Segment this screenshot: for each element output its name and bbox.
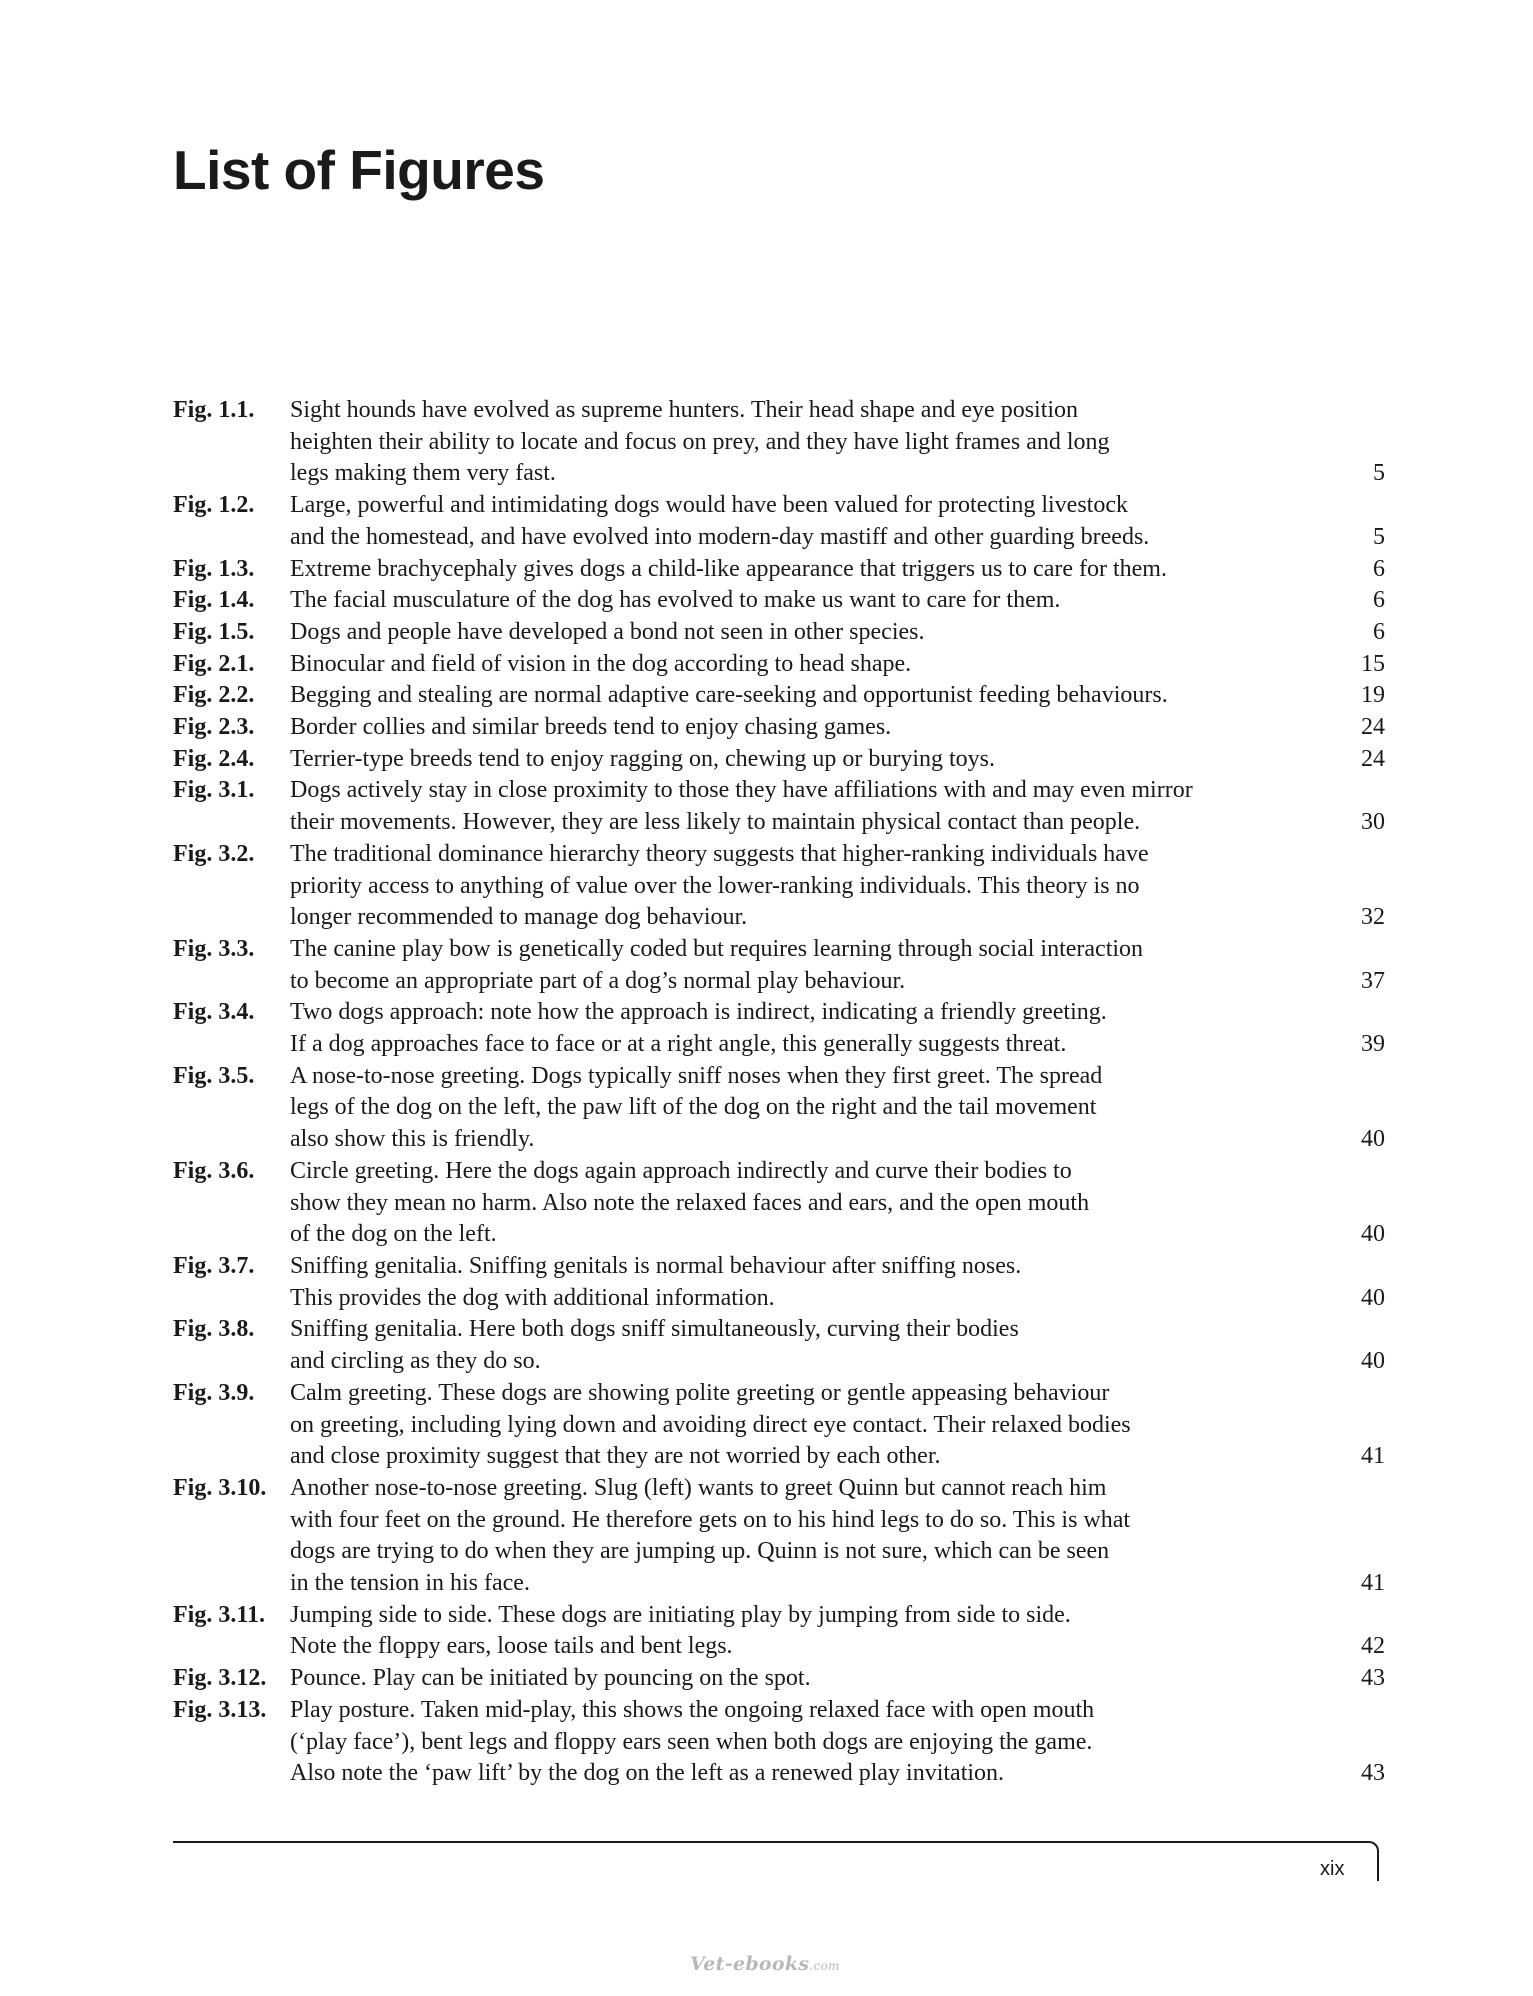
figure-entry [173, 1314, 1385, 1377]
figure-label: Fig. 3.13. [173, 1696, 267, 1723]
caption-line: dogs are trying to do when they are jumping up. Quinn is not sure, which can be seen [290, 1538, 1110, 1565]
caption-line: in the tension in his face. [290, 1570, 530, 1597]
page-title: List of Figures [173, 139, 545, 201]
figure-list [173, 395, 1385, 1790]
figure-page-number: 15 [1361, 650, 1385, 677]
caption-line: (‘play face’), bent legs and floppy ears seen when both dogs are enjoying the game. [290, 1728, 1093, 1755]
figure-page-number: 30 [1361, 809, 1385, 836]
figure-label: Fig. 1.5. [173, 618, 255, 645]
page-number: xix [1320, 1858, 1345, 1880]
figure-label: Fig. 3.4. [173, 999, 255, 1026]
figure-label: Fig. 3.11. [173, 1601, 266, 1628]
caption-line: legs of the dog on the left, the paw lift of the dog on the right and the tail movement [290, 1094, 1097, 1121]
watermark [690, 1953, 840, 1975]
caption-line: Note the floppy ears, loose tails and bent legs. [290, 1633, 733, 1660]
figure-label: Fig. 2.4. [173, 745, 255, 772]
figure-page-number: 24 [1361, 714, 1385, 741]
caption-line: The facial musculature of the dog has evolved to make us want to care for them. [290, 587, 1061, 614]
caption-line: also show this is friendly. [290, 1126, 535, 1153]
caption-line: with four feet on the ground. He therefore gets on to his hind legs to do so. This is what [290, 1506, 1131, 1533]
caption-line: Dogs and people have developed a bond not seen in other species. [290, 618, 925, 645]
figure-label: Fig. 3.2. [173, 840, 255, 867]
caption-line: on greeting, including lying down and avoiding direct eye contact. Their relaxed bodies [290, 1411, 1131, 1438]
figure-page-number: 42 [1361, 1633, 1385, 1660]
figure-page-number: 40 [1361, 1221, 1385, 1248]
caption-line: Sight hounds have evolved as supreme hunters. Their head shape and eye position [290, 397, 1079, 423]
caption-line: Calm greeting. These dogs are showing polite greeting or gentle appeasing behaviour [290, 1379, 1110, 1406]
caption-line: Begging and stealing are normal adaptive care-seeking and opportunist feeding behaviours. [290, 682, 1168, 709]
figure-label: Fig. 2.2. [173, 682, 255, 709]
figure-caption [290, 490, 1330, 553]
figure-label: Fig. 1.4. [173, 587, 255, 614]
figure-caption [290, 395, 1330, 490]
figure-entry [173, 1663, 1385, 1695]
figure-caption [290, 1600, 1330, 1663]
caption-line: of the dog on the left. [290, 1221, 497, 1248]
figure-page-number: 40 [1361, 1348, 1385, 1375]
figure-page-number: 6 [1373, 587, 1385, 614]
figure-label: Fig. 3.3. [173, 935, 255, 962]
figure-entry [173, 839, 1385, 934]
figure-page-number: 43 [1361, 1665, 1385, 1692]
figure-caption [290, 744, 1330, 776]
figure-page-number: 37 [1361, 967, 1385, 994]
figure-page-number: 6 [1373, 555, 1385, 582]
caption-line: Circle greeting. Here the dogs again approach indirectly and curve their bodies to [290, 1157, 1072, 1184]
figure-page-number: 32 [1361, 904, 1385, 931]
caption-line: Pounce. Play can be initiated by pouncing on the spot. [290, 1665, 811, 1692]
figure-page-number: 5 [1373, 523, 1385, 550]
figure-entry [173, 1061, 1385, 1156]
caption-line: and the homestead, and have evolved into modern-day mastiff and other guarding breeds. [290, 523, 1150, 550]
figure-entry [173, 1156, 1385, 1251]
watermark-name: Vet-ebooks [690, 1953, 810, 1975]
caption-line: and close proximity suggest that they are not worried by each other. [290, 1443, 941, 1470]
figure-caption [290, 554, 1330, 586]
figure-entry [173, 934, 1385, 997]
figure-page-number: 40 [1361, 1126, 1385, 1153]
figure-page-number: 24 [1361, 745, 1385, 772]
figure-label: Fig. 1.2. [173, 492, 255, 519]
caption-line: Binocular and field of vision in the dog according to head shape. [290, 650, 912, 677]
figure-label: Fig. 3.12. [173, 1665, 267, 1692]
caption-line: Terrier-type breeds tend to enjoy ragging on, chewing up or burying toys. [290, 745, 995, 772]
figure-label: Fig. 3.9. [173, 1379, 255, 1406]
caption-line: heighten their ability to locate and focus on prey, and they have light frames and long [290, 428, 1110, 455]
figure-caption [290, 1378, 1330, 1473]
figure-caption [290, 1663, 1330, 1695]
figure-entry [173, 1600, 1385, 1663]
figure-entry [173, 680, 1385, 712]
figure-label: Fig. 3.6. [173, 1157, 255, 1184]
figure-page-number: 5 [1373, 460, 1385, 487]
figure-label: Fig. 3.10. [173, 1474, 267, 1501]
footer-corner-mark [1367, 1841, 1379, 1881]
caption-line: Extreme brachycephaly gives dogs a child-like appearance that triggers us to care for them. [290, 555, 1167, 582]
caption-line: Sniffing genitalia. Here both dogs sniff simultaneously, curving their bodies [290, 1316, 1019, 1343]
figure-entry [173, 775, 1385, 838]
figure-entry [173, 617, 1385, 649]
figure-caption [290, 839, 1330, 934]
figure-entry [173, 712, 1385, 744]
caption-line: longer recommended to manage dog behaviour. [290, 904, 748, 931]
figure-caption [290, 1156, 1330, 1251]
caption-line: Dogs actively stay in close proximity to those they have affiliations with and may even mirror [290, 777, 1193, 804]
caption-line: The traditional dominance hierarchy theory suggests that higher-ranking individuals have [290, 840, 1149, 867]
figure-entry [173, 585, 1385, 617]
figure-caption [290, 712, 1330, 744]
figure-label: Fig. 3.7. [173, 1252, 255, 1279]
caption-line: priority access to anything of value over the lower-ranking individuals. This theory is no [290, 872, 1140, 899]
figure-page-number: 43 [1361, 1760, 1385, 1787]
figure-caption [290, 775, 1330, 838]
figure-entry [173, 1378, 1385, 1473]
figure-caption [290, 617, 1330, 649]
caption-line: Two dogs approach: note how the approach is indirect, indicating a friendly greeting. [290, 999, 1107, 1026]
figure-entry [173, 744, 1385, 776]
figure-label: Fig. 3.5. [173, 1062, 255, 1089]
figure-caption [290, 1314, 1330, 1377]
caption-line: A nose-to-nose greeting. Dogs typically sniff noses when they first greet. The spread [290, 1062, 1103, 1089]
caption-line: Border collies and similar breeds tend to enjoy chasing games. [290, 714, 892, 741]
caption-line: show they mean no harm. Also note the relaxed faces and ears, and the open mouth [290, 1189, 1090, 1216]
figure-page-number: 41 [1361, 1443, 1385, 1470]
figure-caption [290, 1473, 1330, 1600]
caption-line: their movements. However, they are less likely to maintain physical contact than people. [290, 809, 1141, 836]
figure-label: Fig. 3.1. [173, 777, 255, 804]
caption-line: and circling as they do so. [290, 1348, 541, 1375]
figure-page-number: 19 [1361, 682, 1385, 709]
caption-line: Also note the ‘paw lift’ by the dog on the left as a renewed play invitation. [290, 1760, 1005, 1787]
figure-entry [173, 490, 1385, 553]
caption-line: Large, powerful and intimidating dogs would have been valued for protecting livestock [290, 492, 1128, 519]
figure-entry [173, 1695, 1385, 1790]
figure-entry [173, 997, 1385, 1060]
figure-entry [173, 649, 1385, 681]
figure-caption [290, 1061, 1330, 1156]
caption-line: Another nose-to-nose greeting. Slug (left) wants to greet Quinn but cannot reach him [290, 1474, 1107, 1501]
caption-line: legs making them very fast. [290, 460, 556, 487]
caption-line: If a dog approaches face to face or at a right angle, this generally suggests threat. [290, 1031, 1067, 1058]
figure-entry [173, 554, 1385, 586]
figure-entry [173, 1473, 1385, 1600]
caption-line: The canine play bow is genetically coded but requires learning through social interaction [290, 935, 1144, 962]
figure-label: Fig. 2.3. [173, 714, 255, 741]
figure-label: Fig. 1.3. [173, 555, 255, 582]
figure-caption [290, 997, 1330, 1060]
figure-label: Fig. 2.1. [173, 650, 255, 677]
figure-entry [173, 395, 1385, 490]
figure-page-number: 40 [1361, 1284, 1385, 1311]
figure-entry [173, 1251, 1385, 1314]
figure-label: Fig. 3.8. [173, 1316, 255, 1343]
figure-caption [290, 649, 1330, 681]
figure-page-number: 6 [1373, 618, 1385, 645]
figure-label: Fig. 1.1. [173, 397, 255, 423]
figure-page-number: 39 [1361, 1031, 1385, 1058]
caption-line: Jumping side to side. These dogs are initiating play by jumping from side to side. [290, 1601, 1071, 1628]
figure-caption [290, 585, 1330, 617]
figure-caption [290, 1251, 1330, 1314]
figure-caption [290, 934, 1330, 997]
figure-caption [290, 1695, 1330, 1790]
watermark-suffix: .com [809, 1959, 840, 1973]
footer-rule [173, 1841, 1369, 1843]
caption-line: to become an appropriate part of a dog’s normal play behaviour. [290, 967, 906, 994]
caption-line: Play posture. Taken mid-play, this shows the ongoing relaxed face with open mouth [290, 1696, 1095, 1723]
figure-page-number: 41 [1361, 1570, 1385, 1597]
caption-line: This provides the dog with additional information. [290, 1284, 775, 1311]
caption-line: Sniffing genitalia. Sniffing genitals is normal behaviour after sniffing noses. [290, 1252, 1022, 1279]
figure-caption [290, 680, 1330, 712]
